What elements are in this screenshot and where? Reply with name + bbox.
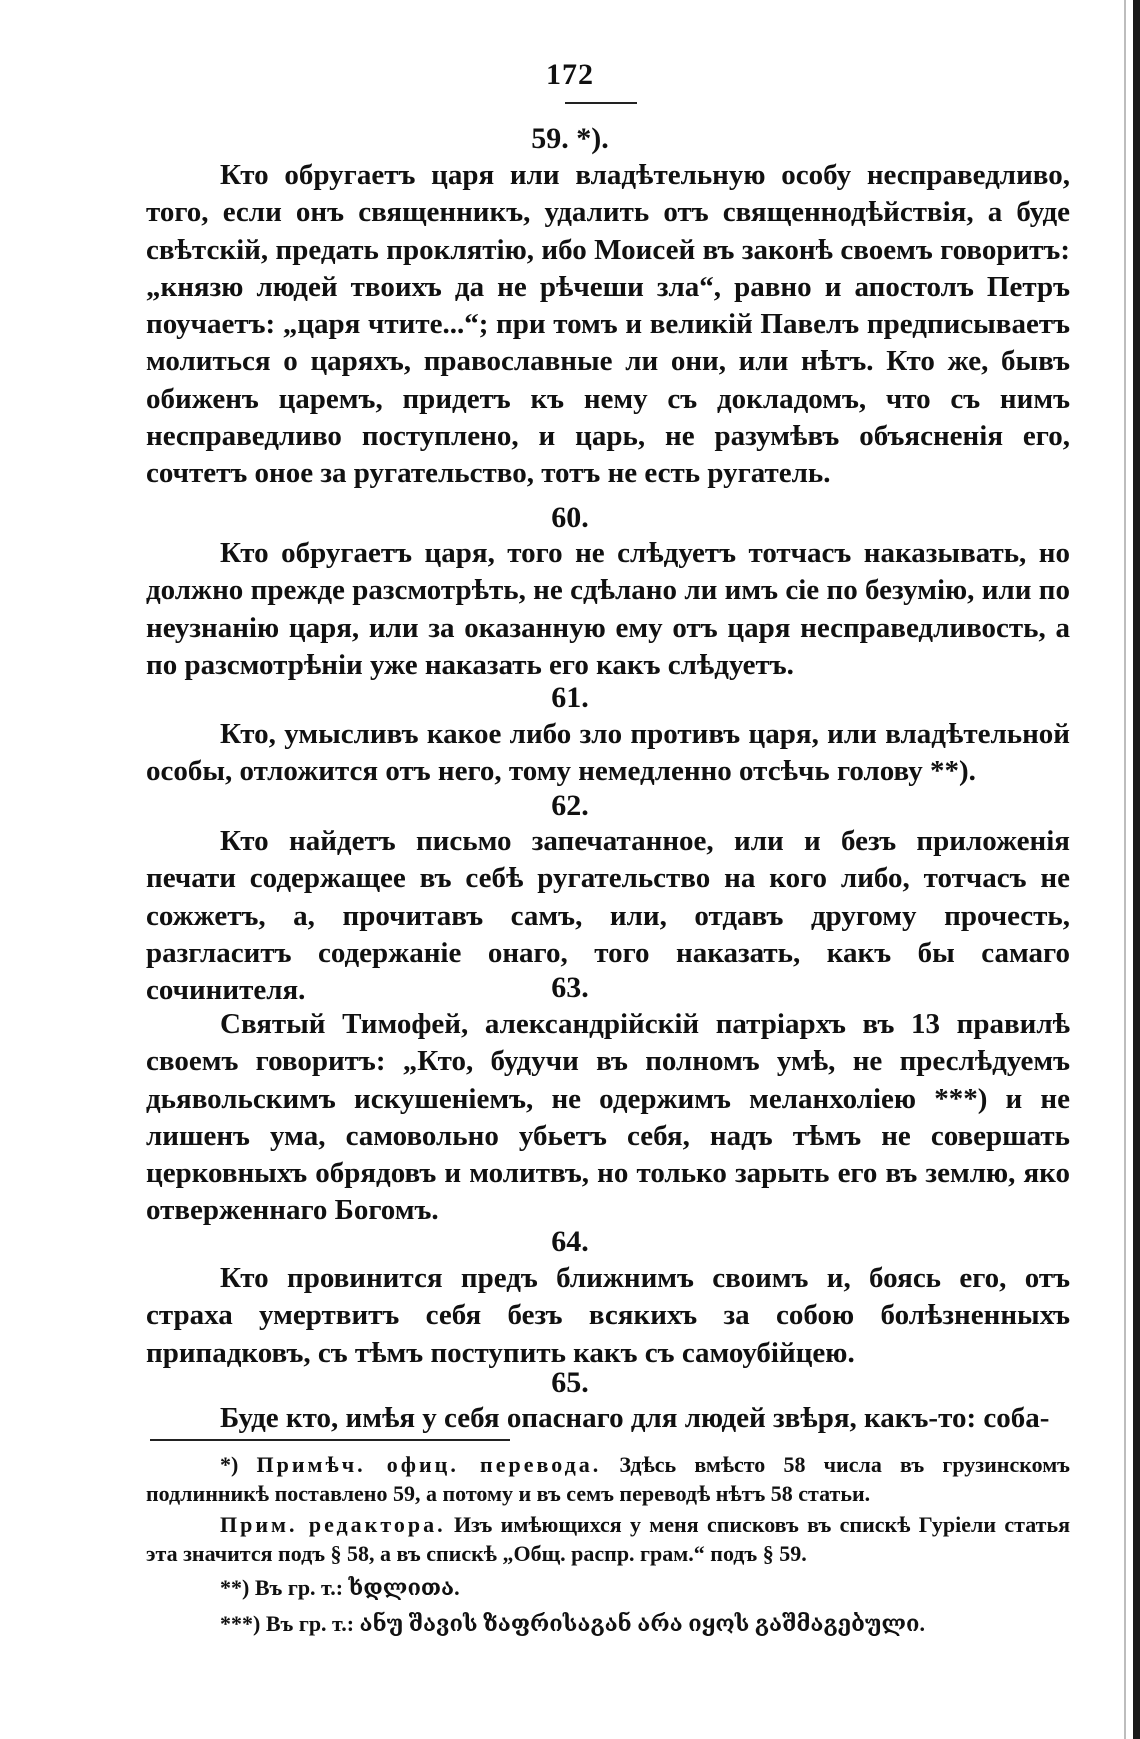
footnote-1-mark: *): [220, 1452, 257, 1477]
footnote-1-text: Здѣсь вмѣсто 58 числа въ грузинскомъ подлинникѣ поставлено 59, а потому и въ семъ переводѣ нѣтъ 58 статьи.: [146, 1452, 1071, 1506]
article-number-63: 63.: [551, 971, 589, 1004]
page-number-ornament: [565, 98, 637, 104]
footnote-3: **) Въ гр. т.: ხდლითა.: [220, 1575, 460, 1600]
article-number-59: 59. *).: [531, 122, 609, 155]
article-number-64: 64.: [551, 1225, 589, 1258]
page-edge-shadow: [1133, 0, 1140, 1739]
article-number-62: 62.: [551, 789, 589, 822]
page-number: 172: [546, 58, 594, 91]
footnote-1: [146, 1450, 1070, 1508]
page-edge-line: [1124, 0, 1126, 1739]
footnote-1-label: Примѣч. офиц. перевода.: [256, 1452, 602, 1477]
article-text-59: Кто обругаетъ царя или владѣтельную особу несправедливо, того, если онъ священникъ, удалить отъ священнодѣйствія, а буде свѣтскій, предать проклятію, ибо Моисей въ законѣ своемъ говоритъ: „князю людей твоихъ да не рѣчеши зла“, равно и апостолъ Петръ поучаетъ: „царя чтите...“; при томъ и великій Павелъ предписываетъ молиться о царяхъ, православные ли они, или нѣтъ. Кто же, бывъ обиженъ царемъ, придетъ къ нему съ докладомъ, что съ нимъ несправедливо поступлено, и царь, не разумѣвъ объясненія его, сочтетъ оное за ругательство, тотъ не есть ругатель.: [146, 159, 1070, 490]
footnote-2-label: Прим. редактора.: [220, 1512, 446, 1537]
footnote-2-text: Изъ имѣющихся у меня списковъ въ спискѣ Гуріели статья эта значится подъ § 58, а въ спискѣ „Общ. распр. грам.“ подъ § 59.: [146, 1512, 1070, 1566]
footnote-2: [146, 1510, 1070, 1568]
article-text-60: Кто обругаетъ царя, того не слѣдуетъ тотчасъ наказывать, но должно прежде разсмотрѣть, не сдѣлано ли имъ сіе по безумію, или по неузнанію царя, или за оказанную ему отъ царя несправедливость, а по разсмотрѣніи уже наказать его какъ слѣдуетъ.: [146, 537, 1070, 681]
article-number-60: 60.: [551, 501, 589, 534]
footnote-4: ***) Въ гр. т.: ანუ შავის ზაფრისაგან არა იყოს გაშმაგებული.: [220, 1611, 926, 1636]
article-text-64: Кто провинится предъ ближнимъ своимъ и, боясь его, отъ страха умертвитъ себя безъ всякихъ за собою болѣзненныхъ припадковъ, съ тѣмъ поступить какъ съ самоубійцею.: [146, 1262, 1070, 1369]
article-text-61: Кто, умысливъ какое либо зло противъ царя, или владѣтельной особы, отложится отъ него, тому немедленно отсѣчь голову **).: [146, 718, 1070, 788]
article-text-65: Буде кто, имѣя у себя опаснаго для людей звѣря, какъ-то: соба-: [220, 1402, 1050, 1434]
footnote-separator: [150, 1439, 510, 1441]
article-text-63: Святый Тимофей, александрійскій патріархъ въ 13 правилѣ своемъ говоритъ: „Кто, будучи въ полномъ умѣ, не преслѣдуемъ дьявольскимъ искушеніемъ, не одержимъ меланхоліею ***) и не лишенъ ума, самовольно убьетъ себя, надъ тѣмъ не совершать церковныхъ обрядовъ и молитвъ, но только зарыть его въ землю, яко отверженнаго Богомъ.: [146, 1008, 1070, 1227]
article-text-62: Кто найдетъ письмо запечатанное, или и безъ приложенія печати содержащее въ себѣ ругательство на кого либо, тотчасъ не сожжетъ, а, прочитавъ самъ, или, отдавъ другому прочесть, разгласитъ содержаніе онаго, того наказать, какъ бы самаго сочинителя.: [146, 825, 1070, 1007]
article-number-65: 65.: [551, 1366, 589, 1399]
article-number-61: 61.: [551, 681, 589, 714]
